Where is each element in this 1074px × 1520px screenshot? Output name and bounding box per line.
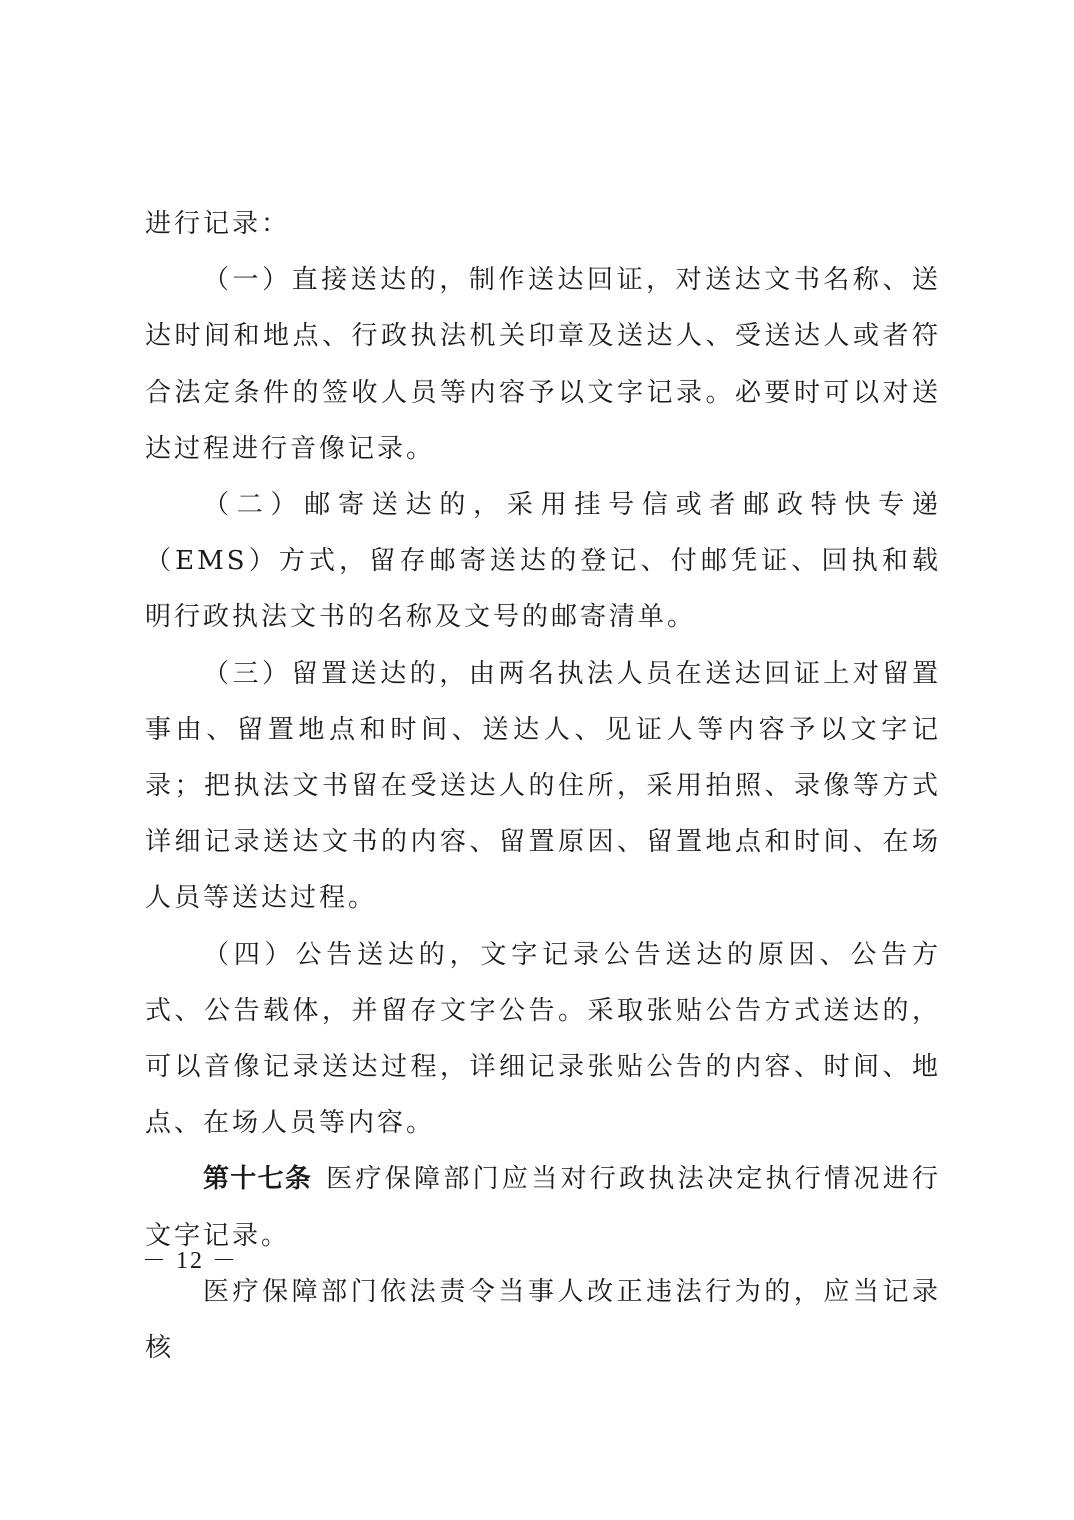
document-body bbox=[145, 196, 941, 1376]
paragraph-article-17 bbox=[145, 1151, 941, 1263]
paragraph-mail-delivery: （二）邮寄送达的，采用挂号信或者邮政特快专递（EMS）方式，留存邮寄送达的登记、付邮凭证、回执和载明行政执法文书的名称及文号的邮寄清单。 bbox=[145, 490, 941, 633]
article-heading: 第十七条 bbox=[203, 1164, 313, 1195]
paragraph-direct-delivery: （一）直接送达的，制作送达回证，对送达文书名称、送达时间和地点、行政执法机关印章及送达人、受送达人或者符合法定条件的签收人员等内容予以文字记录。必要时可以对送达过程进行音像记录。 bbox=[145, 265, 941, 464]
paragraph-public-notice-delivery: （四）公告送达的，文字记录公告送达的原因、公告方式、公告载体，并留存文字公告。采取张贴公告方式送达的，可以音像记录送达过程，详细记录张贴公告的内容、时间、地点、在场人员等内容。 bbox=[145, 939, 941, 1139]
paragraph-lien-delivery: （三）留置送达的，由两名执法人员在送达回证上对留置事由、留置地点和时间、送达人、见证人等内容予以文字记录；把执法文书留在受送达人的住所，采用拍照、录像等方式详细记录送达文书的内容、留置原因、留置地点和时间、在场人员等送达过程。 bbox=[145, 658, 941, 914]
paragraph-rectification: 医疗保障部门依法责令当事人改正违法行为的，应当记录核 bbox=[145, 1276, 941, 1364]
paragraph-continuation: 进行记录： bbox=[145, 209, 291, 239]
page-number: － 12 － bbox=[142, 1248, 238, 1274]
article-17-text: 医疗保障部门应当对行政执法决定执行情况进行文字记录。 bbox=[145, 1164, 941, 1251]
